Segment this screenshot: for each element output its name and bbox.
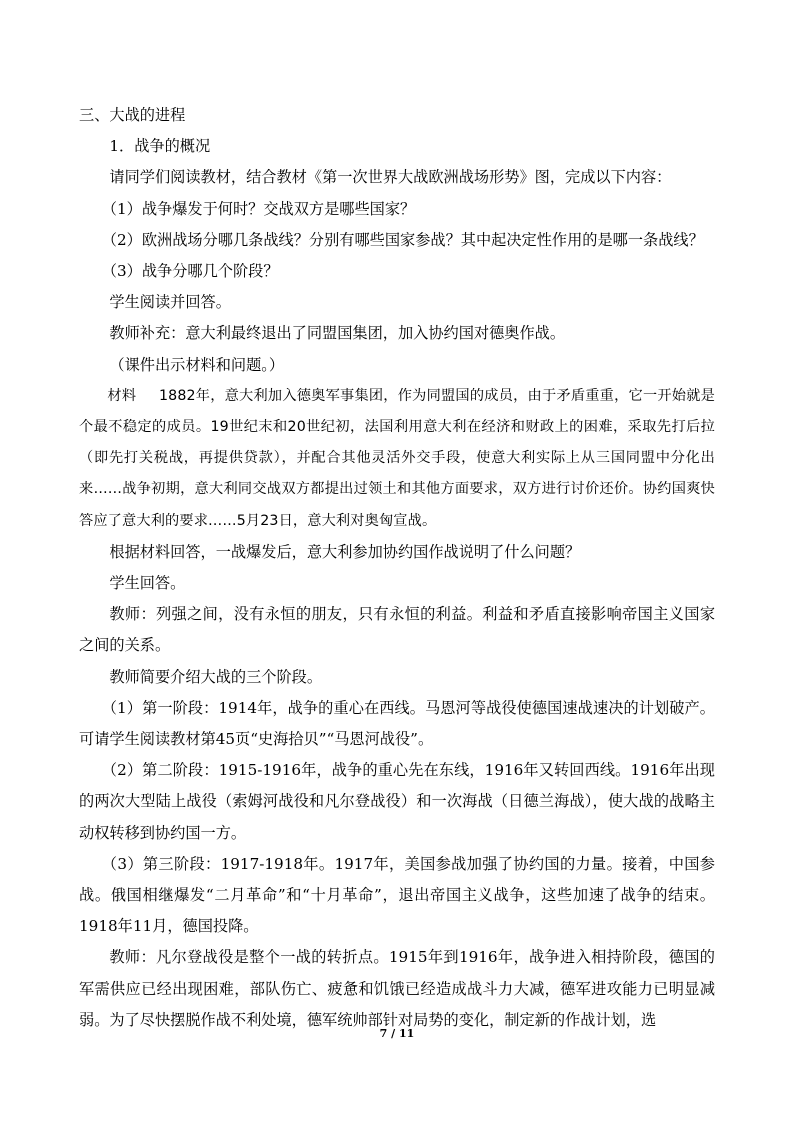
intro-paragraph: 请同学们阅读教材，结合教材《第一次世界大战欧洲战场形势》图，完成以下内容： [109, 168, 672, 187]
student-answer-paragraph: 学生回答。 [109, 574, 186, 593]
material-label: 材料 [107, 387, 137, 404]
stage-item: （1）第一阶段：1914年，战争的重心在西线。马恩河等战役使德国速战速决的计划破产。可请学生阅读教材第45页“史海拾贝”“马恩河战役”。 [79, 698, 715, 749]
courseware-note: （课件出示材料和问题。） [109, 355, 285, 374]
material-question: 根据材料回答，一战爆发后，意大利参加协约国作战说明了什么问题？ [109, 542, 581, 561]
stage-item: （3）第三阶段：1917-1918年。1917年，美国参战加强了协约国的力量。接着，中国参战。俄国相继爆发“二月革命”和“十月革命”，退出帝国主义战争，这些加速了战争的结束。1918年11月，德国投降。 [79, 854, 715, 936]
question-item: （2）欧洲战场分哪几条战线？分别有哪些国家参战？其中起决定性作用的是哪一条战线？ [101, 230, 704, 249]
teacher-stages-intro: 教师简要介绍大战的三个阶段。 [109, 667, 323, 686]
document-body [79, 100, 715, 1036]
material-paragraph [79, 381, 715, 537]
section-heading: 三、大战的进程 [79, 106, 186, 124]
material-text: 1882年，意大利加入德奥军事集团，作为同盟国的成员，由于矛盾重重，它一开始就是个最不稳定的成员。19世纪末和20世纪初，法国利用意大利在经济和财政上的困难，采取先打后拉（即先打关税战，再提供贷款），并配合其他灵活外交手段，使意大利实际上从三国同盟中分化出来……战争初期，意大利同交战双方都提出过领土和其他方面要求，双方进行讨价还价。协约国爽快答应了意大利的要求……5月23日，意大利对奥匈宣战。 [79, 387, 715, 529]
teacher-verdun-paragraph: 教师：凡尔登战役是整个一战的转折点。1915年到1916年，战争进入相持阶段，德国的军需供应已经出现困难，部队伤亡、疲惫和饥饿已经造成战斗力大减，德军进攻能力已明显减弱。为了尽快摆脱作战不利处境，德军统帅部针对局势的变化，制定新的作战计划，选 [79, 948, 715, 1029]
stage-item: （2）第二阶段：1915-1916年，战争的重心先在东线，1916年又转回西线。1916年出现的两次大型陆上战役（索姆河战役和凡尔登战役）和一次海战（日德兰海战），使大战的战略主动权转移到协约国一方。 [79, 761, 715, 842]
page-number: 7 / 11 [379, 1027, 415, 1040]
student-read-paragraph: 学生阅读并回答。 [109, 293, 231, 312]
teacher-interests-paragraph: 教师：列强之间，没有永恒的朋友，只有永恒的利益。利益和矛盾直接影响帝国主义国家之间的关系。 [79, 605, 715, 655]
question-item: （3）战争分哪几个阶段？ [101, 262, 279, 281]
subsection-heading: 1．战争的概况 [109, 137, 211, 156]
teacher-supplement-paragraph: 教师补充：意大利最终退出了同盟国集团，加入协约国对德奥作战。 [109, 324, 566, 343]
question-item: （1）战争爆发于何时？交战双方是哪些国家？ [101, 199, 416, 218]
